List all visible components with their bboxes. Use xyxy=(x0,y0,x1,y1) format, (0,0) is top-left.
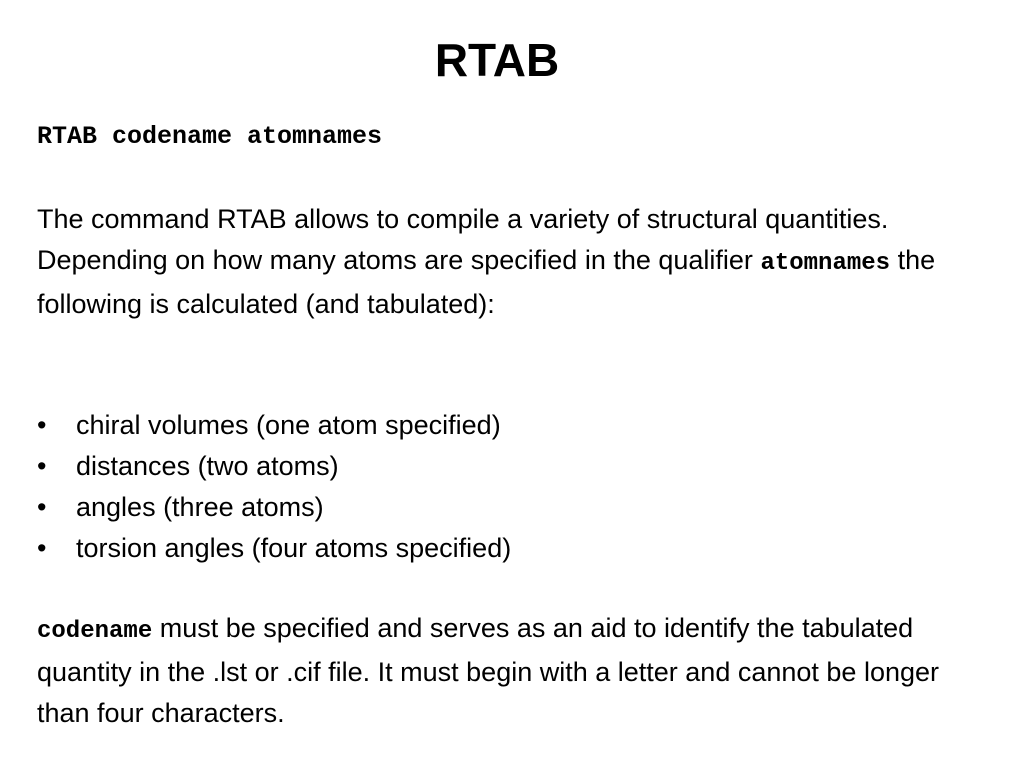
codename-code: codename xyxy=(37,618,153,645)
bullet-icon: • xyxy=(37,451,47,481)
calculation-list xyxy=(37,405,511,569)
bullet-icon: • xyxy=(37,410,47,440)
slide-title: RTAB xyxy=(434,34,560,86)
intro-text-before: The command RTAB allows to compile a variety of structural quantities. Depending on how many atoms are specified in the qualifier xyxy=(37,204,889,275)
atomnames-code: atomnames xyxy=(760,250,891,277)
list-item-text: torsion angles (four atoms specified) xyxy=(76,533,512,563)
list-item-text: distances (two atoms) xyxy=(76,451,339,481)
outro-paragraph xyxy=(37,608,997,734)
outro-text-after: must be specified and serves as an aid to identify the tabulated quantity in the .lst or .cif file. It must begin with a letter and cannot be longer than four characters. xyxy=(37,613,939,728)
list-item-text: chiral volumes (one atom specified) xyxy=(76,410,501,440)
intro-text-after: the following is calculated (and tabulated): xyxy=(37,245,936,319)
bullet-icon: • xyxy=(37,492,47,522)
list-item-text: angles (three atoms) xyxy=(76,492,324,522)
intro-paragraph xyxy=(37,199,997,325)
bullet-icon: • xyxy=(37,533,47,563)
list-item xyxy=(37,446,511,487)
list-item xyxy=(37,405,511,446)
list-item xyxy=(37,528,511,569)
list-item xyxy=(37,487,511,528)
command-syntax: RTAB codename atomnames xyxy=(37,122,383,151)
